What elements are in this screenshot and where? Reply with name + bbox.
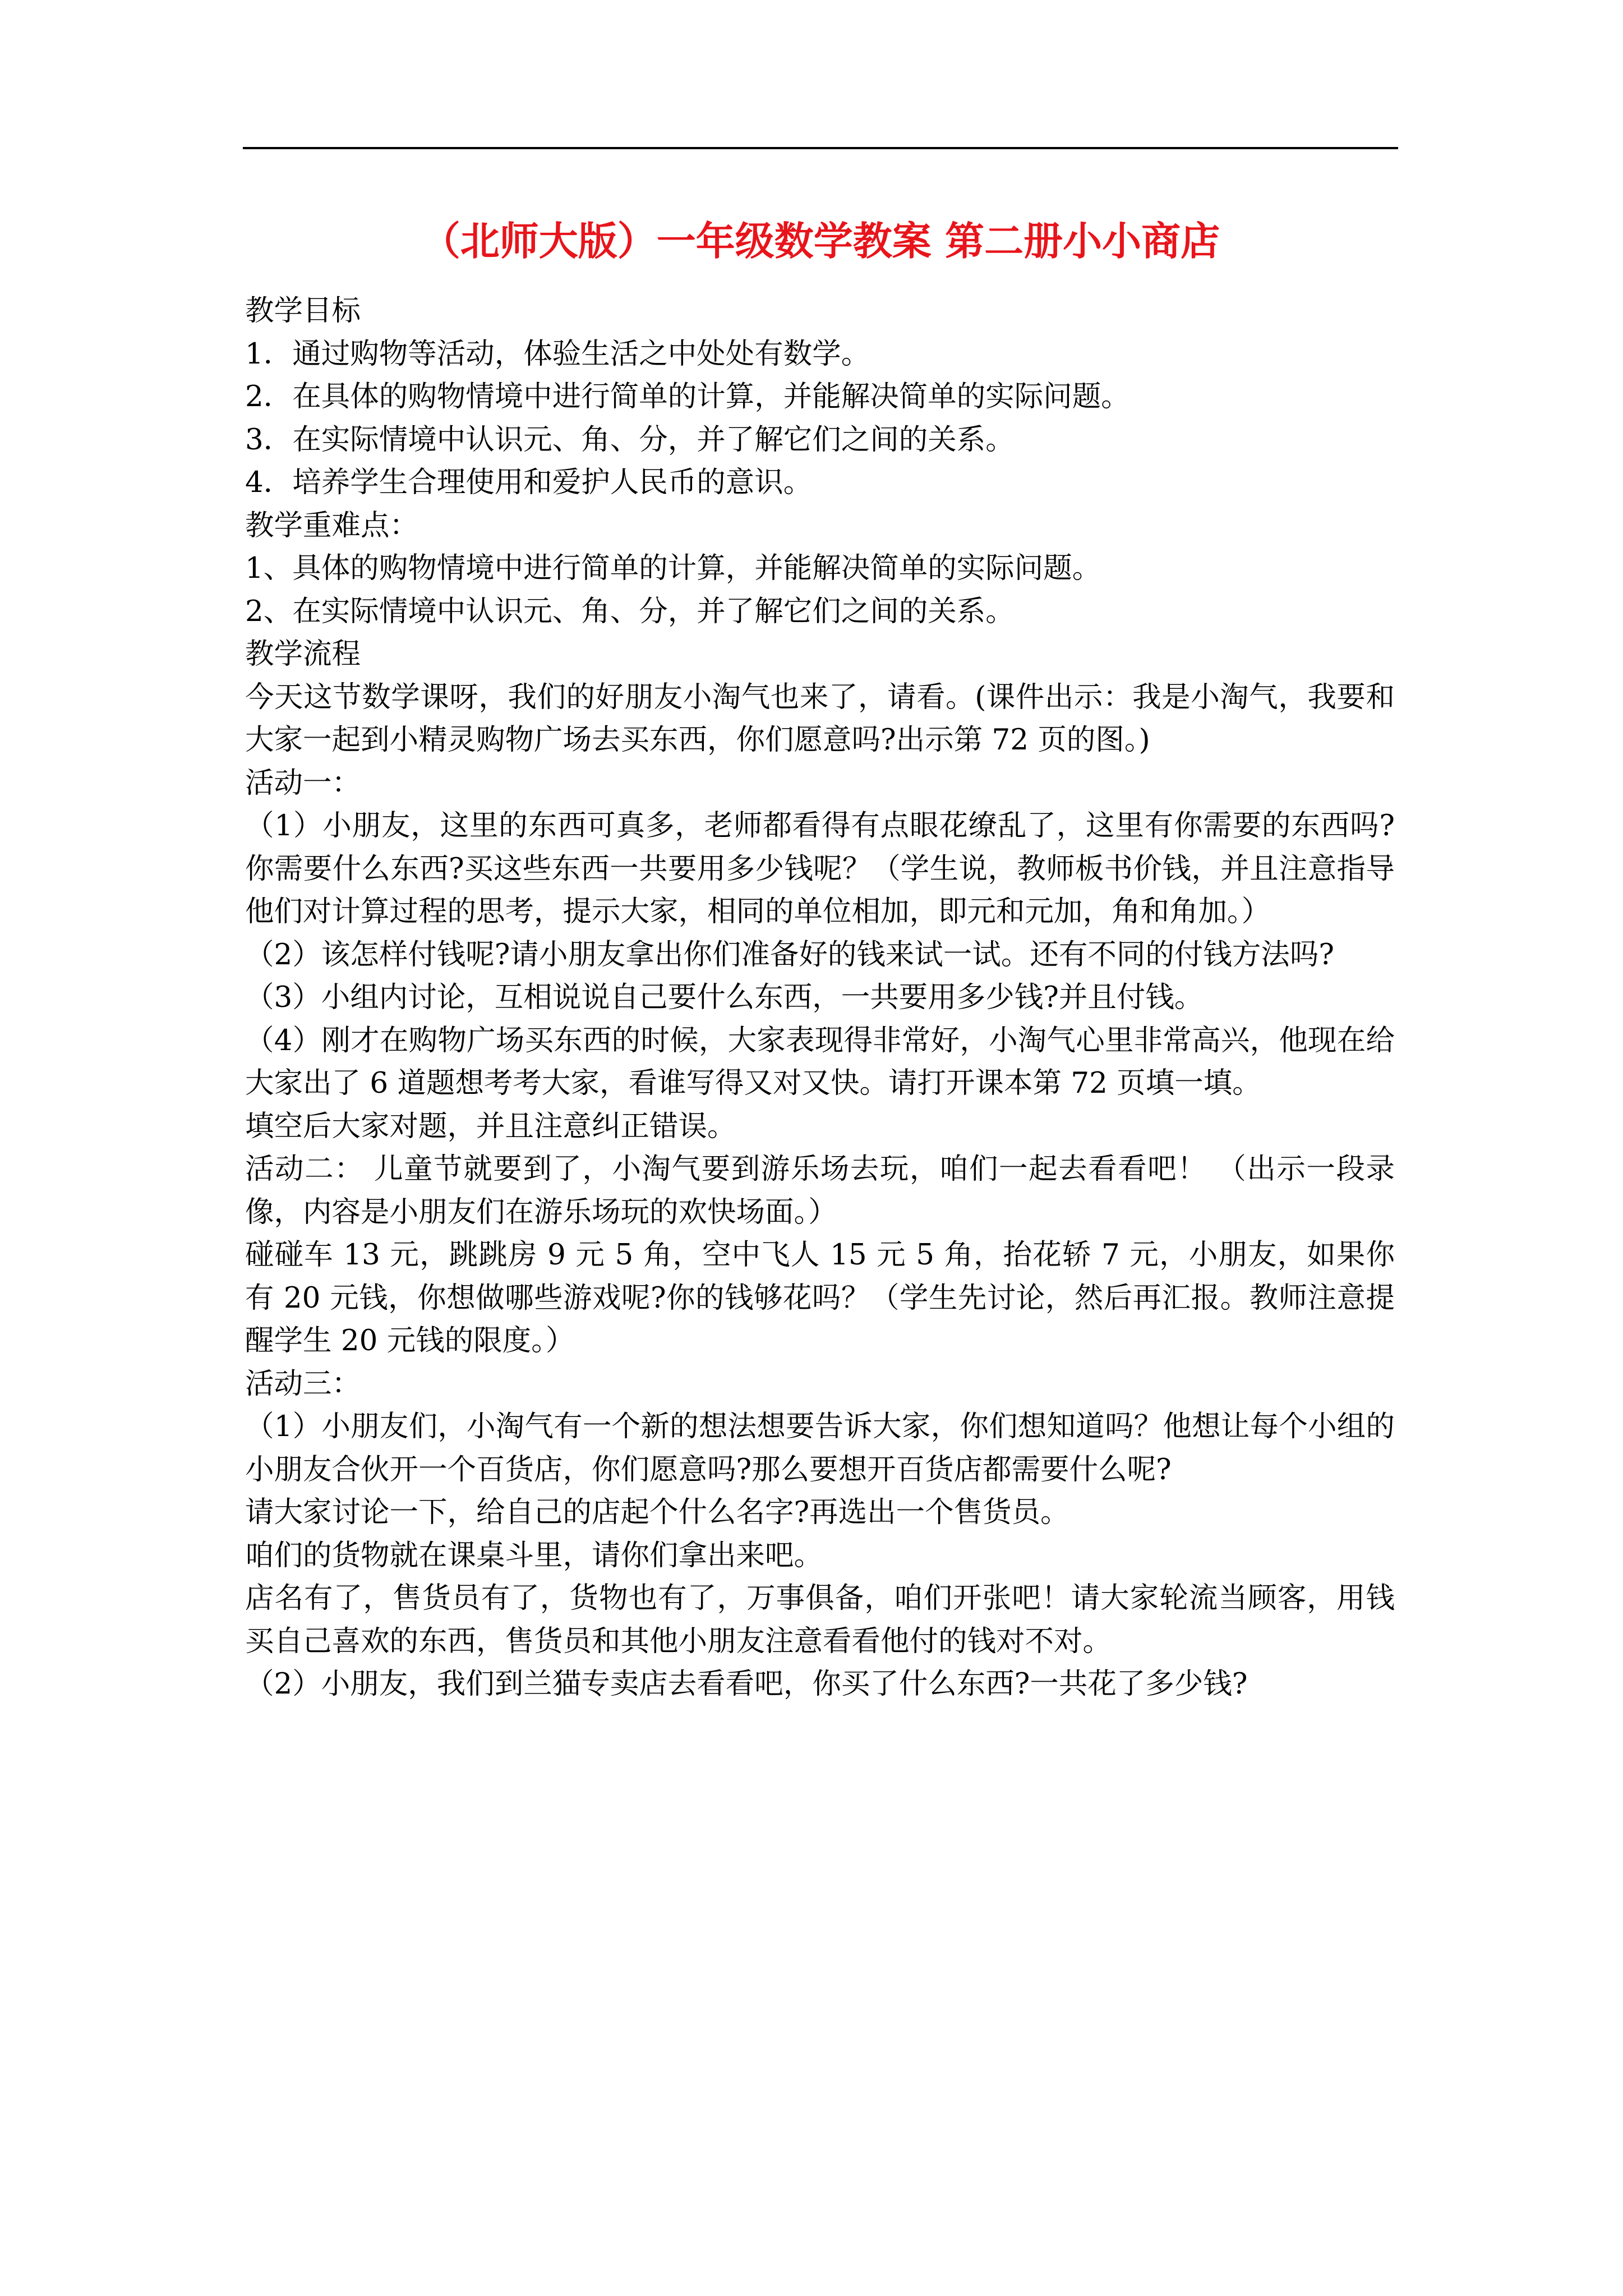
- activity-two-paragraph: 活动二： 儿童节就要到了，小淘气要到游乐场去玩，咱们一起去看看吧！ （出示一段录像，内容是小朋友们在游乐场玩的欢快场面。）: [245, 1152, 1395, 1229]
- objective-item: 3．在实际情境中认识元、角、分，并了解它们之间的关系。: [245, 422, 1015, 457]
- document-title: （北师大版）一年级数学教案 第二册小小商店: [421, 218, 1220, 264]
- objective-item: 2．在具体的购物情境中进行简单的计算，并能解决简单的实际问题。: [245, 380, 1130, 413]
- activity-paragraph: 请大家讨论一下，给自己的店起个什么名字?再选出一个售货员。: [245, 1496, 1069, 1529]
- activity-one-heading: 活动一：: [245, 766, 361, 800]
- document-body: [245, 289, 1395, 1706]
- activity-paragraph: （4）刚才在购物广场买东西的时候，大家表现得非常好，小淘气心里非常高兴，他现在给大家出了 6 道题想考考大家，看谁写得又对又快。请打开课本第 72 页填一填。: [245, 1023, 1395, 1100]
- objective-item: 1．通过购物等活动，体验生活之中处处有数学。: [245, 337, 870, 371]
- section-heading-objectives: 教学目标: [245, 294, 361, 328]
- objective-item: 4．培养学生合理使用和爱护人民币的意识。: [245, 466, 813, 499]
- activity-paragraph: 店名有了，售货员有了，货物也有了，万事俱备，咱们开张吧！请大家轮流当顾客，用钱买自己喜欢的东西，售货员和其他小朋友注意看看他付的钱对不对。: [245, 1581, 1395, 1658]
- key-point-item: 1、具体的购物情境中进行简单的计算，并能解决简单的实际问题。: [245, 551, 1101, 585]
- section-heading-process: 教学流程: [245, 637, 361, 671]
- activity-paragraph: 咱们的货物就在课桌斗里，请你们拿出来吧。: [245, 1538, 823, 1572]
- activity-paragraph: 填空后大家对题，并且注意纠正错误。: [245, 1109, 736, 1143]
- activity-paragraph: （1）小朋友，这里的东西可真多，老师都看得有点眼花缭乱了，这里有你需要的东西吗?你需要什么东西?买这些东西一共要用多少钱呢？（学生说，教师板书价钱，并且注意指导他们对计算过程的思考，提示大家，相同的单位相加，即元和元加，角和角加。）: [245, 809, 1395, 928]
- activity-paragraph: （3）小组内讨论，互相说说自己要什么东西，一共要用多少钱?并且付钱。: [245, 981, 1204, 1014]
- key-point-item: 2、在实际情境中认识元、角、分，并了解它们之间的关系。: [245, 594, 1015, 628]
- intro-paragraph: 今天这节数学课呀，我们的好朋友小淘气也来了，请看。(课件出示：我是小淘气，我要和大家一起到小精灵购物广场去买东西，你们愿意吗?出示第 72 页的图。): [245, 680, 1395, 757]
- activity-paragraph: （2）小朋友，我们到兰猫专卖店去看看吧，你买了什么东西?一共花了多少钱?: [245, 1667, 1248, 1701]
- activity-paragraph: （1）小朋友们，小淘气有一个新的想法想要告诉大家，你们想知道吗？他想让每个小组的小朋友合伙开一个百货店，你们愿意吗?那么要想开百货店都需要什么呢?: [245, 1410, 1395, 1487]
- activity-paragraph: 碰碰车 13 元，跳跳房 9 元 5 角，空中飞人 15 元 5 角，抬花轿 7 元，小朋友，如果你有 20 元钱，你想做哪些游戏呢?你的钱够花吗？（学生先讨论，然后再汇报。教师注意提醒学生 20 元钱的限度。）: [245, 1238, 1395, 1358]
- section-heading-key-points: 教学重难点：: [245, 508, 419, 542]
- activity-three-heading: 活动三：: [245, 1366, 361, 1401]
- activity-paragraph: （2）该怎样付钱呢?请小朋友拿出你们准备好的钱来试一试。还有不同的付钱方法吗?: [245, 937, 1334, 972]
- header-rule: [243, 147, 1398, 149]
